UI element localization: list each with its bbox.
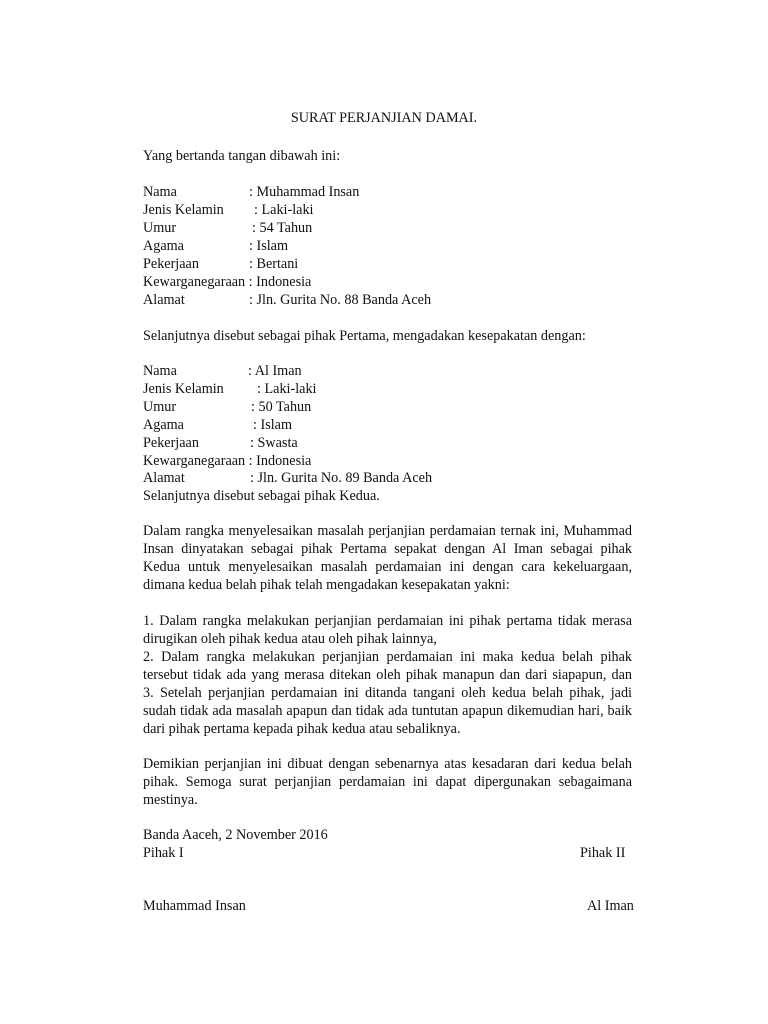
party1-nama-value: : Muhammad Insan	[249, 184, 360, 200]
party1-pekerjaan-label: Pekerjaan	[143, 256, 199, 272]
party2-agama-label: Agama	[143, 417, 184, 433]
closing-line: pihak. Semoga surat perjanjian perdamaian ini dapat dipergunakan sebagaimana	[143, 774, 632, 790]
place-date: Banda Aaceh, 2 November 2016	[143, 827, 328, 843]
party1-kewarganegaraan: Kewarganegaraan : Indonesia	[143, 274, 312, 290]
party2-pekerjaan-label: Pekerjaan	[143, 435, 199, 451]
pihak1-label: Pihak I	[143, 845, 184, 861]
party1-agama-value: : Islam	[249, 238, 289, 254]
party2-jk-label: Jenis Kelamin	[143, 381, 224, 397]
party1-jk-value: : Laki-laki	[254, 202, 314, 218]
point-line: 3. Setelah perjanjian perdamaian ini ditanda tangani oleh kedua belah pihak, jadi	[143, 685, 632, 701]
party1-agama-label: Agama	[143, 238, 184, 254]
closing-line: Demikian perjanjian ini dibuat dengan sebenarnya atas kesadaran dari kedua belah	[143, 756, 632, 772]
point-line: tersebut tidak ada yang merasa ditekan oleh pihak manapun dan dari siapapun, dan	[143, 667, 632, 683]
party2-alamat-value: : Jln. Gurita No. 89 Banda Aceh	[250, 470, 433, 486]
document-title: SURAT PERJANJIAN DAMAI.	[290, 110, 478, 126]
point-line: 1. Dalam rangka melakukan perjanjian perdamaian ini pihak pertama tidak merasa	[143, 613, 632, 629]
party2-agama-value: : Islam	[253, 417, 293, 433]
party1-alamat-label: Alamat	[143, 292, 185, 308]
agreement-points	[143, 612, 632, 738]
party2-umur-label: Umur	[143, 399, 177, 415]
party2-umur-value: : 50 Tahun	[251, 399, 312, 415]
party1-alamat-value: : Jln. Gurita No. 88 Banda Aceh	[249, 292, 432, 308]
pihak1-signatory-name: Muhammad Insan	[143, 898, 246, 914]
party1-umur-value: : 54 Tahun	[252, 220, 313, 236]
party2-pekerjaan-value: : Swasta	[250, 435, 298, 451]
point-line: dari pihak pertama kepada pihak kedua atau sebaliknya.	[143, 721, 461, 737]
paragraph-line: Insan dinyatakan sebagai pihak Pertama sepakat dengan Al Iman sebagai pihak	[143, 541, 632, 557]
party1-nama-label: Nama	[143, 184, 177, 200]
paragraph-line: Kedua untuk menyelesaikan masalah perdamaian ini dengan cara kekeluargaan,	[143, 559, 632, 575]
point-line: sudah tidak ada masalah apapun dan tidak ada tuntutan apapun dikemudian hari, baik	[143, 703, 632, 719]
party2-nama-label: Nama	[143, 363, 177, 379]
party2-nama-value: : Al Iman	[248, 363, 302, 379]
pihak2-signatory-name: Al Iman	[587, 898, 634, 914]
party2-jk-value: : Laki-laki	[257, 381, 317, 397]
party1-jk-label: Jenis Kelamin	[143, 202, 224, 218]
party2-kewarganegaraan: Kewarganegaraan : Indonesia	[143, 453, 312, 469]
closing-paragraph	[143, 755, 632, 809]
closing-line: mestinya.	[143, 792, 198, 808]
point-line: 2. Dalam rangka melakukan perjanjian perdamaian ini maka kedua belah pihak	[143, 649, 632, 665]
point-line: dirugikan oleh pihak kedua atau oleh pihak lainnya,	[143, 631, 437, 647]
party1-umur-label: Umur	[143, 220, 177, 236]
transition-pihak-pertama: Selanjutnya disebut sebagai pihak Pertama, mengadakan kesepakatan dengan:	[143, 328, 586, 344]
pihak2-label: Pihak II	[580, 845, 626, 861]
paragraph-line: dimana kedua belah pihak telah mengadakan kesepakatan yakni:	[143, 577, 510, 593]
party1-pekerjaan-value: : Bertani	[249, 256, 299, 272]
paragraph-background	[143, 522, 632, 594]
intro-text: Yang bertanda tangan dibawah ini:	[143, 148, 341, 164]
paragraph-line: Dalam rangka menyelesaikan masalah perjanjian perdamaian ternak ini, Muhammad	[143, 523, 632, 539]
party2-alamat-label: Alamat	[143, 470, 185, 486]
transition-pihak-kedua: Selanjutnya disebut sebagai pihak Kedua.	[143, 488, 380, 504]
